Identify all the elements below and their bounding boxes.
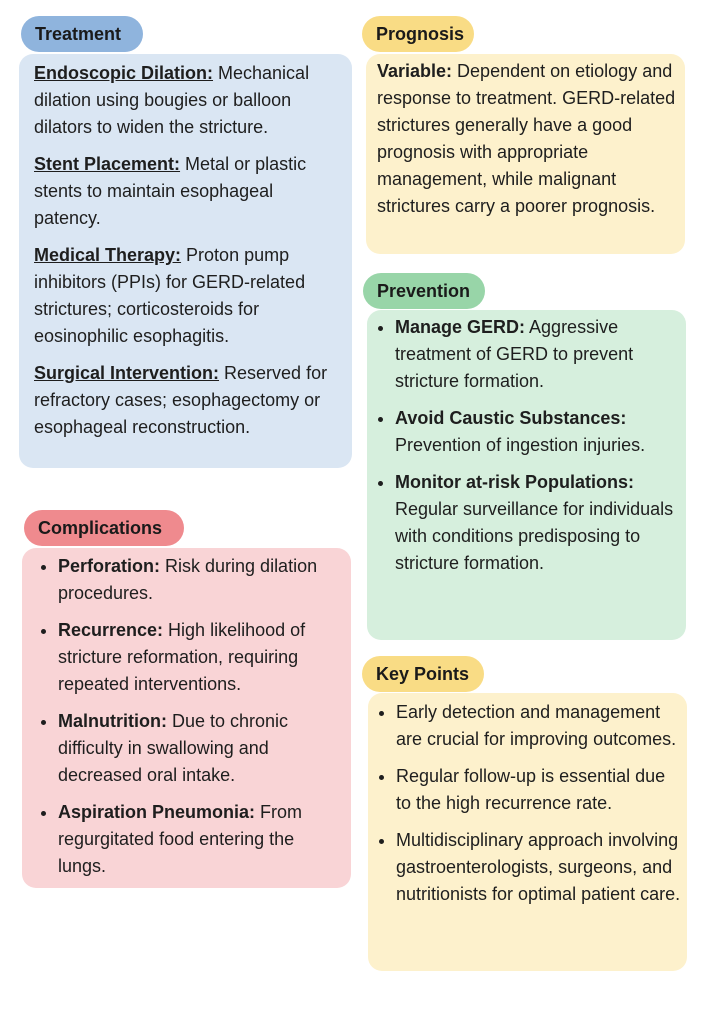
key-points-heading: Key Points (362, 656, 484, 692)
treatment-item-medical-therapy (34, 242, 344, 350)
prevention-card (367, 310, 686, 640)
complication-text: Risk during dilation procedures. (58, 556, 318, 603)
complication-term: Malnutrition: (58, 711, 167, 731)
prevention-term: Monitor at-risk Populations: (395, 472, 635, 492)
complications-card (22, 548, 351, 888)
treatment-item-endoscopic-dilation (34, 60, 344, 141)
prognosis-card (366, 54, 685, 254)
complication-text: High likelihood of stricture reformation, requiring repeated interventions. (58, 620, 306, 694)
complication-term: Recurrence: (58, 620, 164, 640)
prevention-text: Regular surveillance for individuals with conditions predisposing to stricture formation. (395, 499, 674, 573)
treatment-item-stent-placement (34, 151, 344, 232)
prognosis-term: Variable: (377, 61, 453, 81)
key-points-list (374, 699, 681, 908)
treatment-text: Reserved for refractory cases; esophagectomy or esophageal reconstruction. (34, 363, 328, 437)
treatment-term: Medical Therapy: (34, 245, 182, 265)
treatment-text: Metal or plastic stents to maintain esophageal patency. (34, 154, 307, 228)
key-points-card (368, 693, 687, 971)
list-item (58, 799, 343, 880)
complications-heading: Complications (24, 510, 184, 546)
prevention-list (373, 314, 678, 577)
prevention-term: Manage GERD: (395, 317, 526, 337)
treatment-text: Mechanical dilation using bougies or balloon dilators to widen the stricture. (34, 63, 310, 137)
list-item (58, 553, 343, 607)
list-item (395, 469, 678, 577)
prevention-term: Avoid Caustic Substances: (395, 408, 627, 428)
treatment-heading: Treatment (21, 16, 143, 52)
treatment-item-surgical-intervention (34, 360, 344, 441)
treatment-text: Proton pump inhibitors (PPIs) for GERD-related strictures; corticosteroids for eosinophilic esophagitis. (34, 245, 306, 346)
prevention-heading: Prevention (363, 273, 485, 309)
list-item (58, 708, 343, 789)
list-item (395, 405, 678, 459)
treatment-term: Surgical Intervention: (34, 363, 220, 383)
complication-term: Perforation: (58, 556, 161, 576)
prognosis-text (377, 58, 677, 220)
complication-text: Due to chronic difficulty in swallowing and decreased oral intake. (58, 711, 289, 785)
prognosis-heading: Prognosis (362, 16, 474, 52)
complication-text: From regurgitated food entering the lungs. (58, 802, 303, 876)
prevention-text: Aggressive treatment of GERD to prevent stricture formation. (395, 317, 634, 391)
treatment-term: Endoscopic Dilation: (34, 63, 214, 83)
prevention-text: Prevention of ingestion injuries. (395, 435, 646, 455)
treatment-card (19, 54, 352, 468)
prognosis-body: Dependent on etiology and response to treatment. GERD-related strictures generally have a good prognosis with appropriate management, while malignant strictures carry a poorer prognosis. (377, 61, 676, 216)
treatment-term: Stent Placement: (34, 154, 181, 174)
complication-term: Aspiration Pneumonia: (58, 802, 256, 822)
complications-list (36, 553, 343, 880)
list-item (395, 314, 678, 395)
list-item: • Regular follow-up is essential due to the high recurrence rate. (396, 763, 681, 817)
list-item: • Early detection and management are crucial for improving outcomes. (396, 699, 681, 753)
list-item (58, 617, 343, 698)
list-item: • Multidisciplinary approach involving gastroenterologists, surgeons, and nutritionists for optimal patient care. (396, 827, 681, 908)
